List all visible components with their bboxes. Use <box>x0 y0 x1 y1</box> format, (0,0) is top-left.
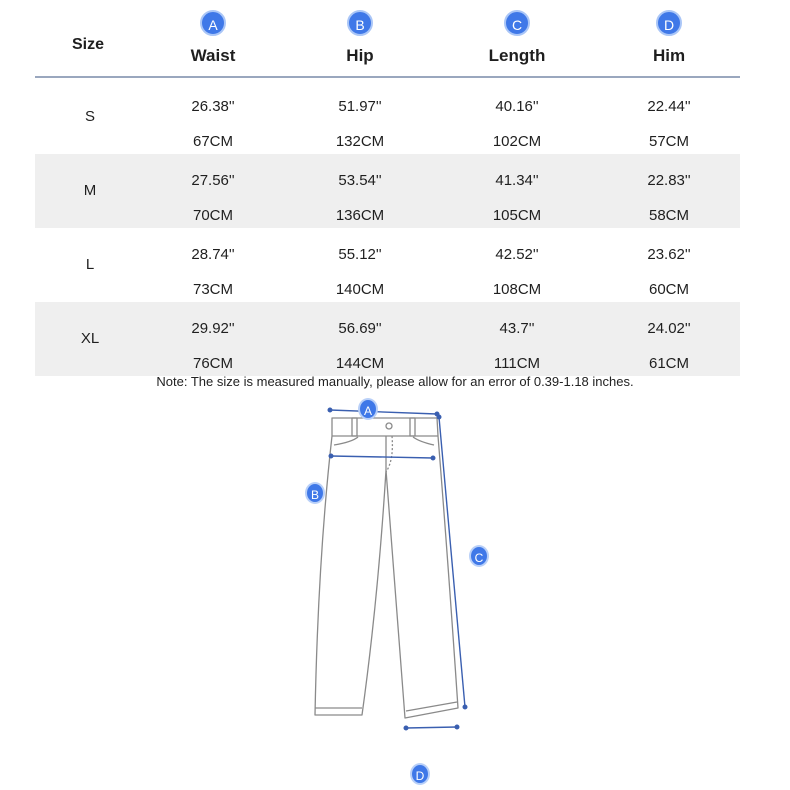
hip-inch: 53.54'' <box>338 172 382 189</box>
hip-inch: 51.97'' <box>338 98 382 115</box>
him-inch: 22.83'' <box>647 172 691 189</box>
badge-a: A <box>200 10 226 36</box>
column-label: Hip <box>346 46 374 65</box>
him-inch: 24.02'' <box>647 320 691 337</box>
diagram-badge-a: A <box>358 398 378 420</box>
hip-column-header <box>290 10 430 66</box>
length-inch: 42.52'' <box>495 246 539 263</box>
table-row-s <box>35 80 740 154</box>
diagram-badge-b: B <box>305 482 325 504</box>
hip-inch: 56.69'' <box>338 320 382 337</box>
waist-cm: 70CM <box>192 207 233 224</box>
hip-cm: 136CM <box>335 207 385 224</box>
waist-column-header <box>143 10 283 66</box>
table-row-m <box>35 154 740 228</box>
column-label: Length <box>488 46 546 65</box>
table-row-l <box>35 228 740 302</box>
waist-inch: 27.56'' <box>191 172 235 189</box>
hip-cm: 132CM <box>335 133 385 150</box>
size-column-header: Size <box>71 36 104 53</box>
waist-inch: 26.38'' <box>191 98 235 115</box>
hip-inch: 55.12'' <box>338 246 382 263</box>
length-cm: 105CM <box>492 207 542 224</box>
column-label: Him <box>652 46 686 65</box>
length-column-header <box>447 10 587 66</box>
length-inch: 41.34'' <box>495 172 539 189</box>
length-cm: 108CM <box>492 281 542 298</box>
length-cm: 102CM <box>492 133 542 150</box>
badge-b: B <box>347 10 373 36</box>
badge-c: C <box>504 10 530 36</box>
waist-inch: 28.74'' <box>191 246 235 263</box>
waist-cm: 73CM <box>192 281 233 298</box>
him-cm: 57CM <box>648 133 689 150</box>
hip-cm: 140CM <box>335 281 385 298</box>
him-cm: 58CM <box>648 207 689 224</box>
badge-d: D <box>656 10 682 36</box>
size-label: S <box>84 108 95 125</box>
waist-inch: 29.92'' <box>191 320 235 337</box>
size-label: XL <box>80 330 100 347</box>
column-label: Waist <box>190 46 236 65</box>
him-column-header <box>599 10 739 66</box>
pants-diagram <box>0 395 790 790</box>
length-cm: 111CM <box>493 355 541 372</box>
waist-cm: 76CM <box>192 355 233 372</box>
size-label: M <box>83 182 97 199</box>
length-inch: 43.7'' <box>499 320 535 337</box>
diagram-badge-c: C <box>469 545 489 567</box>
size-label: L <box>85 256 95 273</box>
him-cm: 61CM <box>648 355 689 372</box>
length-inch: 40.16'' <box>495 98 539 115</box>
him-inch: 23.62'' <box>647 246 691 263</box>
header-divider <box>35 76 740 78</box>
table-row-xl <box>35 302 740 376</box>
waist-cm: 67CM <box>192 133 233 150</box>
measurement-note: Note: The size is measured manually, please allow for an error of 0.39-1.18 inches. <box>156 374 634 389</box>
him-cm: 60CM <box>648 281 689 298</box>
him-inch: 22.44'' <box>647 98 691 115</box>
diagram-badge-d: D <box>410 763 430 785</box>
hip-cm: 144CM <box>335 355 385 372</box>
